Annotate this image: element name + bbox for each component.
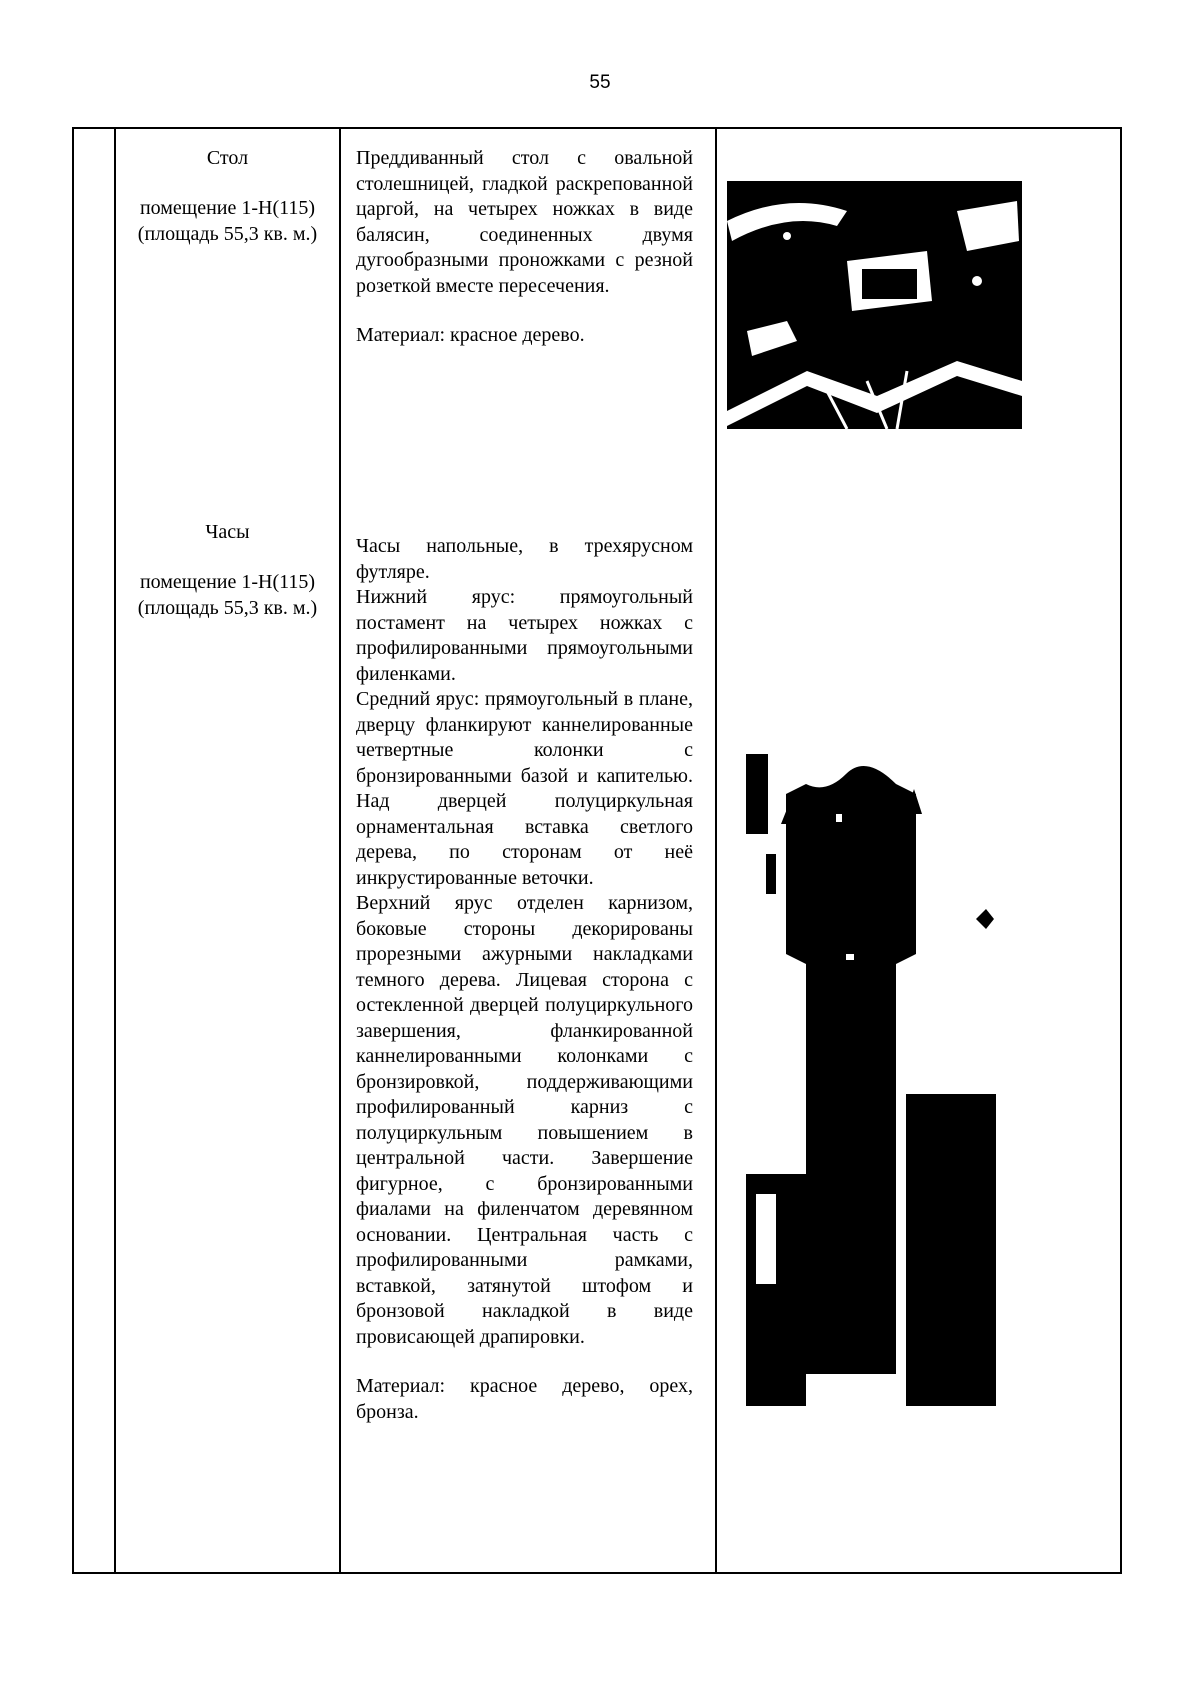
- item-title-clock: [118, 519, 337, 621]
- column-divider-3: [715, 129, 717, 1572]
- item-title-table: [118, 145, 337, 247]
- item-area: (площадь 55,3 кв. м.): [137, 597, 318, 619]
- column-divider-1: [114, 129, 116, 1572]
- table-photo-image: [727, 181, 1022, 429]
- table-photo: [727, 181, 1022, 429]
- description-line: Нижний ярус: прямоугольный постамент на четырех ножках с профилированными прямоугольными филенками.: [356, 586, 693, 685]
- item-room: помещение 1-Н(115): [139, 197, 316, 219]
- description-line: Верхний ярус отделен карнизом, боковые стороны декорированы прорезными ажурными накладками темного дерева. Лицевая сторона с остекленной дверцей полуциркульного завершения, фланкированной каннелированными колонками с бронзировкой, поддерживающими профилированный карниз с полуциркульным повышением в центральной части. Завершение фигурное, с бронзированными фиалами на филенчатом деревянном основании. Центральная часть с профилированными рамками, вставкой, затянутой штофом и бронзовой накладкой в виде провисающей драпировки.: [356, 892, 693, 1348]
- item-area: (площадь 55,3 кв. м.): [137, 223, 318, 245]
- description-line: Часы напольные, в трехярусном футляре.: [356, 535, 693, 583]
- inventory-table: [72, 127, 1122, 1574]
- clock-photo: [746, 754, 996, 1406]
- item-name: Стол: [206, 147, 249, 169]
- material-text: Материал: красное дерево.: [356, 324, 585, 346]
- clock-photo-image: [746, 754, 996, 1406]
- item-description-table: [356, 146, 693, 349]
- column-divider-2: [339, 129, 341, 1572]
- description-text: Преддиванный стол с овальной столешницей, гладкой раскрепованной царгой, на четырех ножках в виде балясин, соединенных двумя дугообразными проножками с резной розеткой вместе пересечения.: [356, 147, 693, 297]
- page-number: 55: [589, 72, 611, 93]
- item-room: помещение 1-Н(115): [139, 571, 316, 593]
- item-description-clock: [356, 534, 693, 1425]
- description-line: Средний ярус: прямоугольный в плане, дверцу фланкируют каннелированные четвертные колонки с бронзированными базой и капителью. Над дверцей полуциркульная орнаментальная вставка светлого дерева, по сторонам от неё инкрустированные веточки.: [356, 688, 693, 889]
- item-name: Часы: [205, 521, 250, 543]
- material-text: Материал: красное дерево, орех, бронза.: [356, 1375, 693, 1423]
